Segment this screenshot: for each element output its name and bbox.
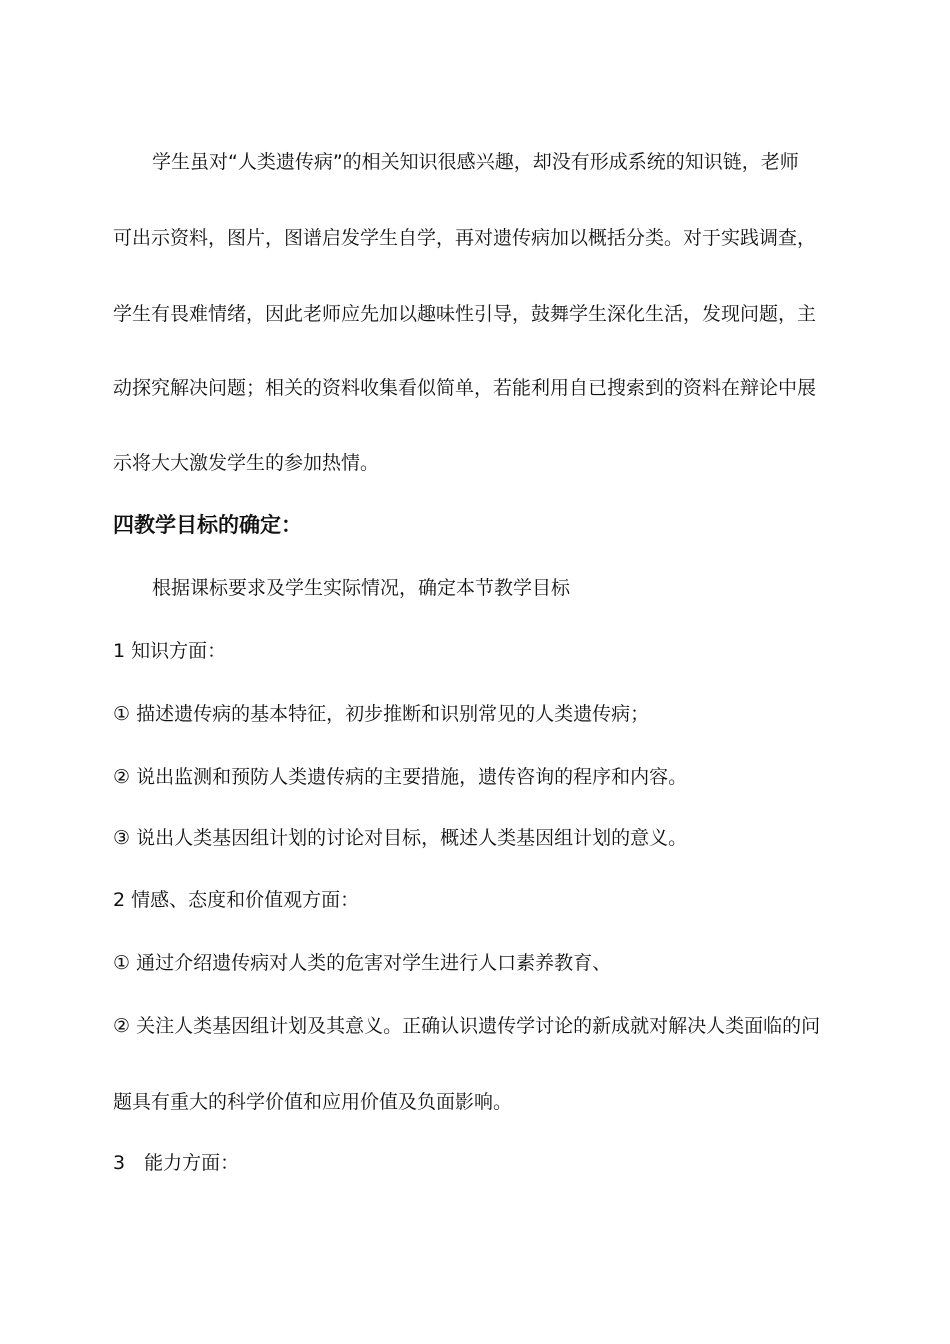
emotion-title: 2 情感、态度和价值观方面： [113, 889, 360, 911]
paragraph-line: 动探究解决问题；相关的资料收集看似简单，若能利用自已搜索到的资料在辩论中展 [113, 377, 817, 399]
paragraph-line: 可出示资料，图片，图谱启发学生自学，再对遗传病加以概括分类。对于实践调查， [113, 227, 817, 249]
list-item: ② 关注人类基因组计划及其意义。正确认识遗传学讨论的新成就对解决人类面临的问 [113, 1015, 821, 1037]
list-item: ② 说出监测和预防人类遗传病的主要措施，遗传咨询的程序和内容。 [113, 766, 688, 788]
ability-title: 3 能力方面： [113, 1152, 240, 1174]
list-item: ① 通过介绍遗传病对人类的危害对学生进行人口素养教育、 [113, 952, 612, 974]
list-item: ③ 说出人类基因组计划的讨论对目标，概述人类基因组计划的意义。 [113, 827, 688, 849]
section-heading: 四教学目标的确定： [113, 513, 302, 537]
paragraph-line: 学生有畏难情绪，因此老师应先加以趣味性引导，鼓舞学生深化生活，发现问题，主 [113, 303, 817, 325]
paragraph-line: 学生虽对“人类遗传病”的相关知识很感兴趣，却没有形成系统的知识链，老师 [152, 151, 799, 173]
list-item-continuation: 题具有重大的科学价值和应用价值及负面影响。 [113, 1091, 513, 1113]
paragraph-line: 示将大大激发学生的参加热情。 [113, 452, 380, 474]
intro-text: 根据课标要求及学生实际情况，确定本节教学目标 [152, 577, 571, 599]
list-item: ① 描述遗传病的基本特征，初步推断和识别常见的人类遗传病； [113, 703, 650, 725]
knowledge-title: 1 知识方面： [113, 640, 227, 662]
